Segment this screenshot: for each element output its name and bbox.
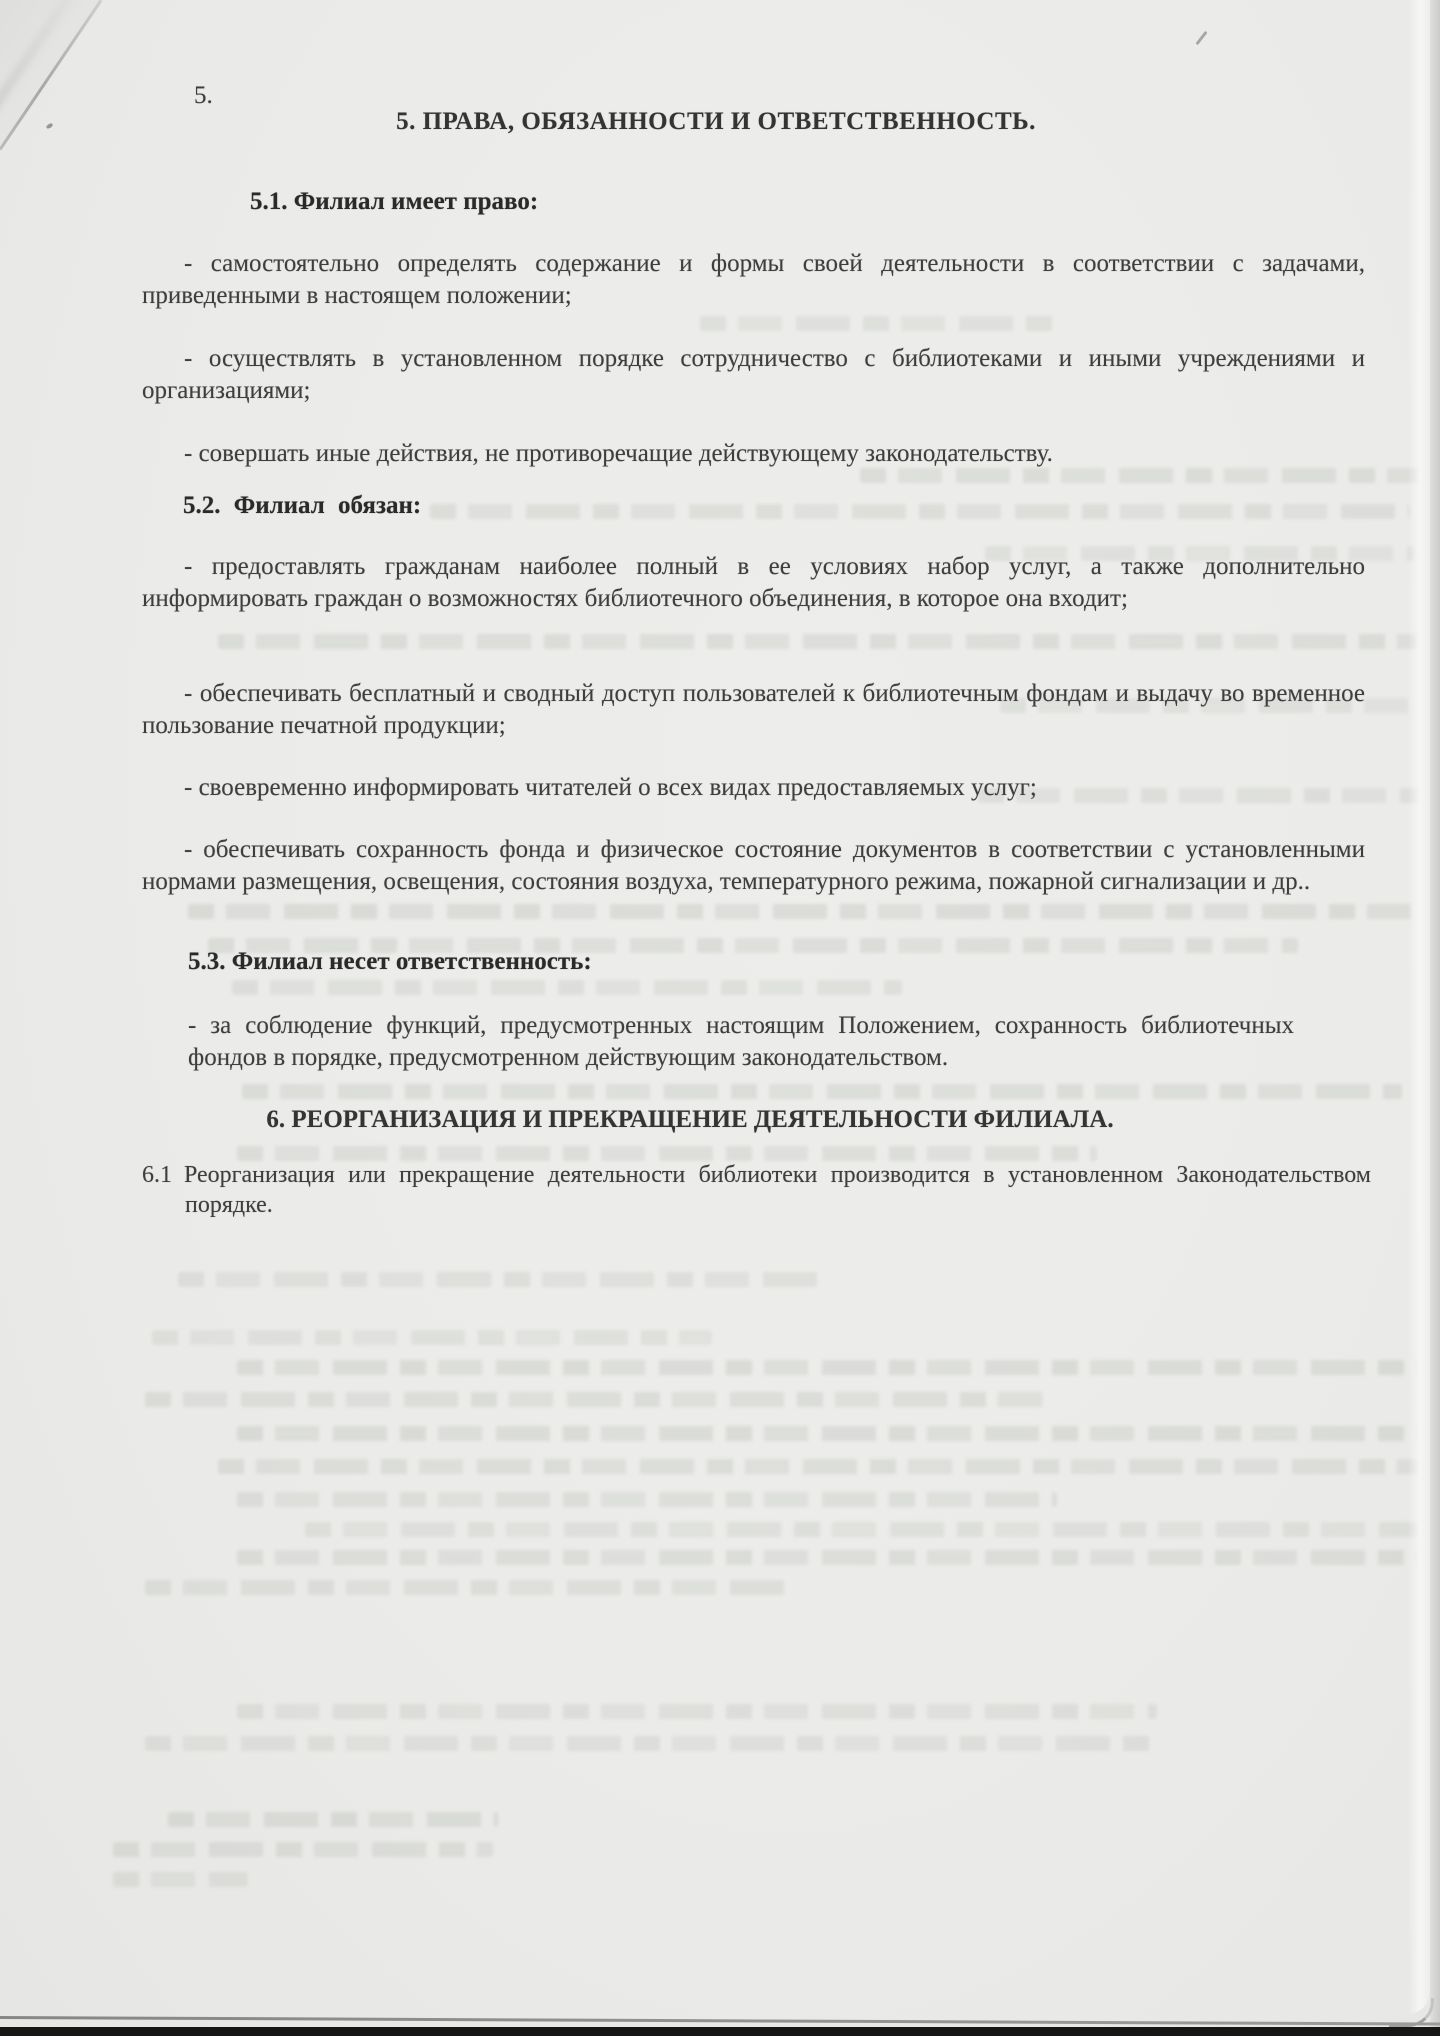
page-right-edge-highlight [1408, 0, 1430, 2014]
bleed-through-line [145, 1736, 1155, 1751]
bleed-through-line [237, 1426, 1437, 1441]
bleed-through-line [237, 1360, 1437, 1375]
bleed-through-line [188, 904, 1423, 919]
list-item: - совершать иные действия, не противоречащие действующему законодательству. [184, 440, 1053, 467]
bleed-through-line [860, 468, 1420, 483]
page-number: 5. [194, 82, 213, 109]
bleed-through-line [113, 1872, 248, 1887]
list-item: - осуществлять в установленном порядке сотрудничество с библиотеками и иными учреждениями и организациями; [142, 345, 1365, 404]
bleed-through-line [237, 1704, 1157, 1719]
subsection-5-2-heading: 5.2. Филиал обязан: [183, 492, 422, 519]
bleed-through-line [232, 980, 902, 995]
list-item: - своевременно информировать читателей о всех видах предоставляемых услуг; [184, 774, 1037, 801]
bleed-through-line [145, 1580, 795, 1595]
bleed-through-line [237, 1550, 1437, 1565]
list-item: - обеспечивать бесплатный и сводный доступ пользователей к библиотечным фондам и выдачу во временное пользование печатной продукции; [142, 680, 1365, 739]
list-item: - за соблюдение функций, предусмотренных настоящим Положением, сохранность библиотечных фондов в порядке, предусмотренном действующим законодательством. [188, 1012, 1294, 1071]
bleed-through-line [430, 504, 1410, 519]
ink-speck [45, 123, 53, 130]
section-5-heading: 5. ПРАВА, ОБЯЗАННОСТИ И ОТВЕТСТВЕННОСТЬ. [396, 108, 1036, 135]
scanner-bed-edge [0, 2027, 1440, 2036]
subsection-5-3-heading: 5.3. Филиал несет ответственность: [188, 948, 592, 975]
bleed-through-line [305, 1522, 1435, 1537]
bleed-through-line [145, 1392, 1045, 1407]
bleed-through-line [113, 1842, 493, 1857]
clause-number: 6.1 [142, 1162, 172, 1188]
bleed-through-line [237, 1492, 1057, 1507]
bleed-through-line [242, 1084, 1402, 1099]
bleed-through-line [178, 1272, 818, 1287]
list-item: - обеспечивать сохранность фонда и физическое состояние документов в соответствии с установленными нормами размещения, освещения, состояния воздуха, температурного режима, пожарной сигнализации и др.. [142, 836, 1365, 895]
list-item: - предоставлять гражданам наиболее полный в ее условиях набор услуг, а также дополнительно информировать граждан о возможностях библиотечного объединения, в которое она входит; [142, 553, 1365, 612]
bleed-through-line [168, 1812, 498, 1827]
clause-6-1 [142, 1160, 1371, 1220]
scan-edge-line [0, 2016, 1440, 2025]
bleed-through-line [700, 316, 1060, 331]
section-6-heading: 6. РЕОРГАНИЗАЦИЯ И ПРЕКРАЩЕНИЕ ДЕЯТЕЛЬНОСТИ ФИЛИАЛА. [266, 1106, 1114, 1133]
bleed-through-line [218, 1459, 1438, 1474]
pen-tick-mark [1195, 31, 1207, 45]
bleed-through-line [218, 634, 1418, 649]
clause-text: Реорганизация или прекращение деятельности библиотеки производится в установленном Законодательством порядке. [184, 1162, 1371, 1218]
subsection-5-1-heading: 5.1. Филиал имеет право: [250, 188, 539, 215]
bleed-through-line [237, 1146, 1097, 1161]
bleed-through-line [152, 1330, 712, 1345]
list-item: - самостоятельно определять содержание и формы своей деятельности в соответствии с задачами, приведенными в настоящем положении; [142, 250, 1365, 309]
page-right-edge-shadow [1430, 0, 1440, 2036]
